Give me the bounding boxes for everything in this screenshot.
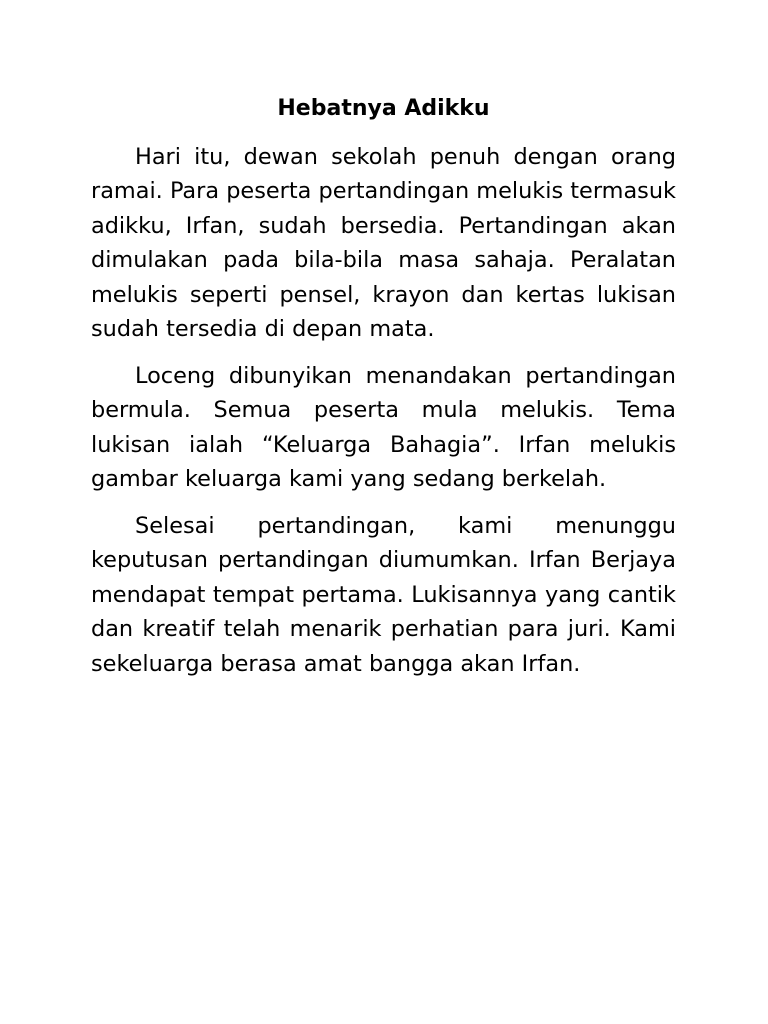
paragraph-1: Hari itu, dewan sekolah penuh dengan orang ramai. Para peserta pertandingan melukis termasuk adikku, Irfan, sudah bersedia. Pertandingan akan dimulakan pada bila-bila masa sahaja. Peralatan melukis seperti pensel, krayon dan kertas lukisan sudah tersedia di depan mata. xyxy=(91,144,676,343)
paragraph-3: Selesai pertandingan, kami menunggu keputusan pertandingan diumumkan. Irfan Berjaya mendapat tempat pertama. Lukisannya yang cantik dan kreatif telah menarik perhatian para juri. Kami sekeluarga berasa amat bangga akan Irfan. xyxy=(91,513,676,677)
paragraph-2: Loceng dibunyikan menandakan pertandingan bermula. Semua peserta mula melukis. Tema lukisan ialah “Keluarga Bahagia”. Irfan melukis gambar keluarga kami yang sedang berkelah. xyxy=(91,362,676,493)
document-title: Hebatnya Adikku xyxy=(277,96,490,121)
document-body xyxy=(91,140,676,694)
